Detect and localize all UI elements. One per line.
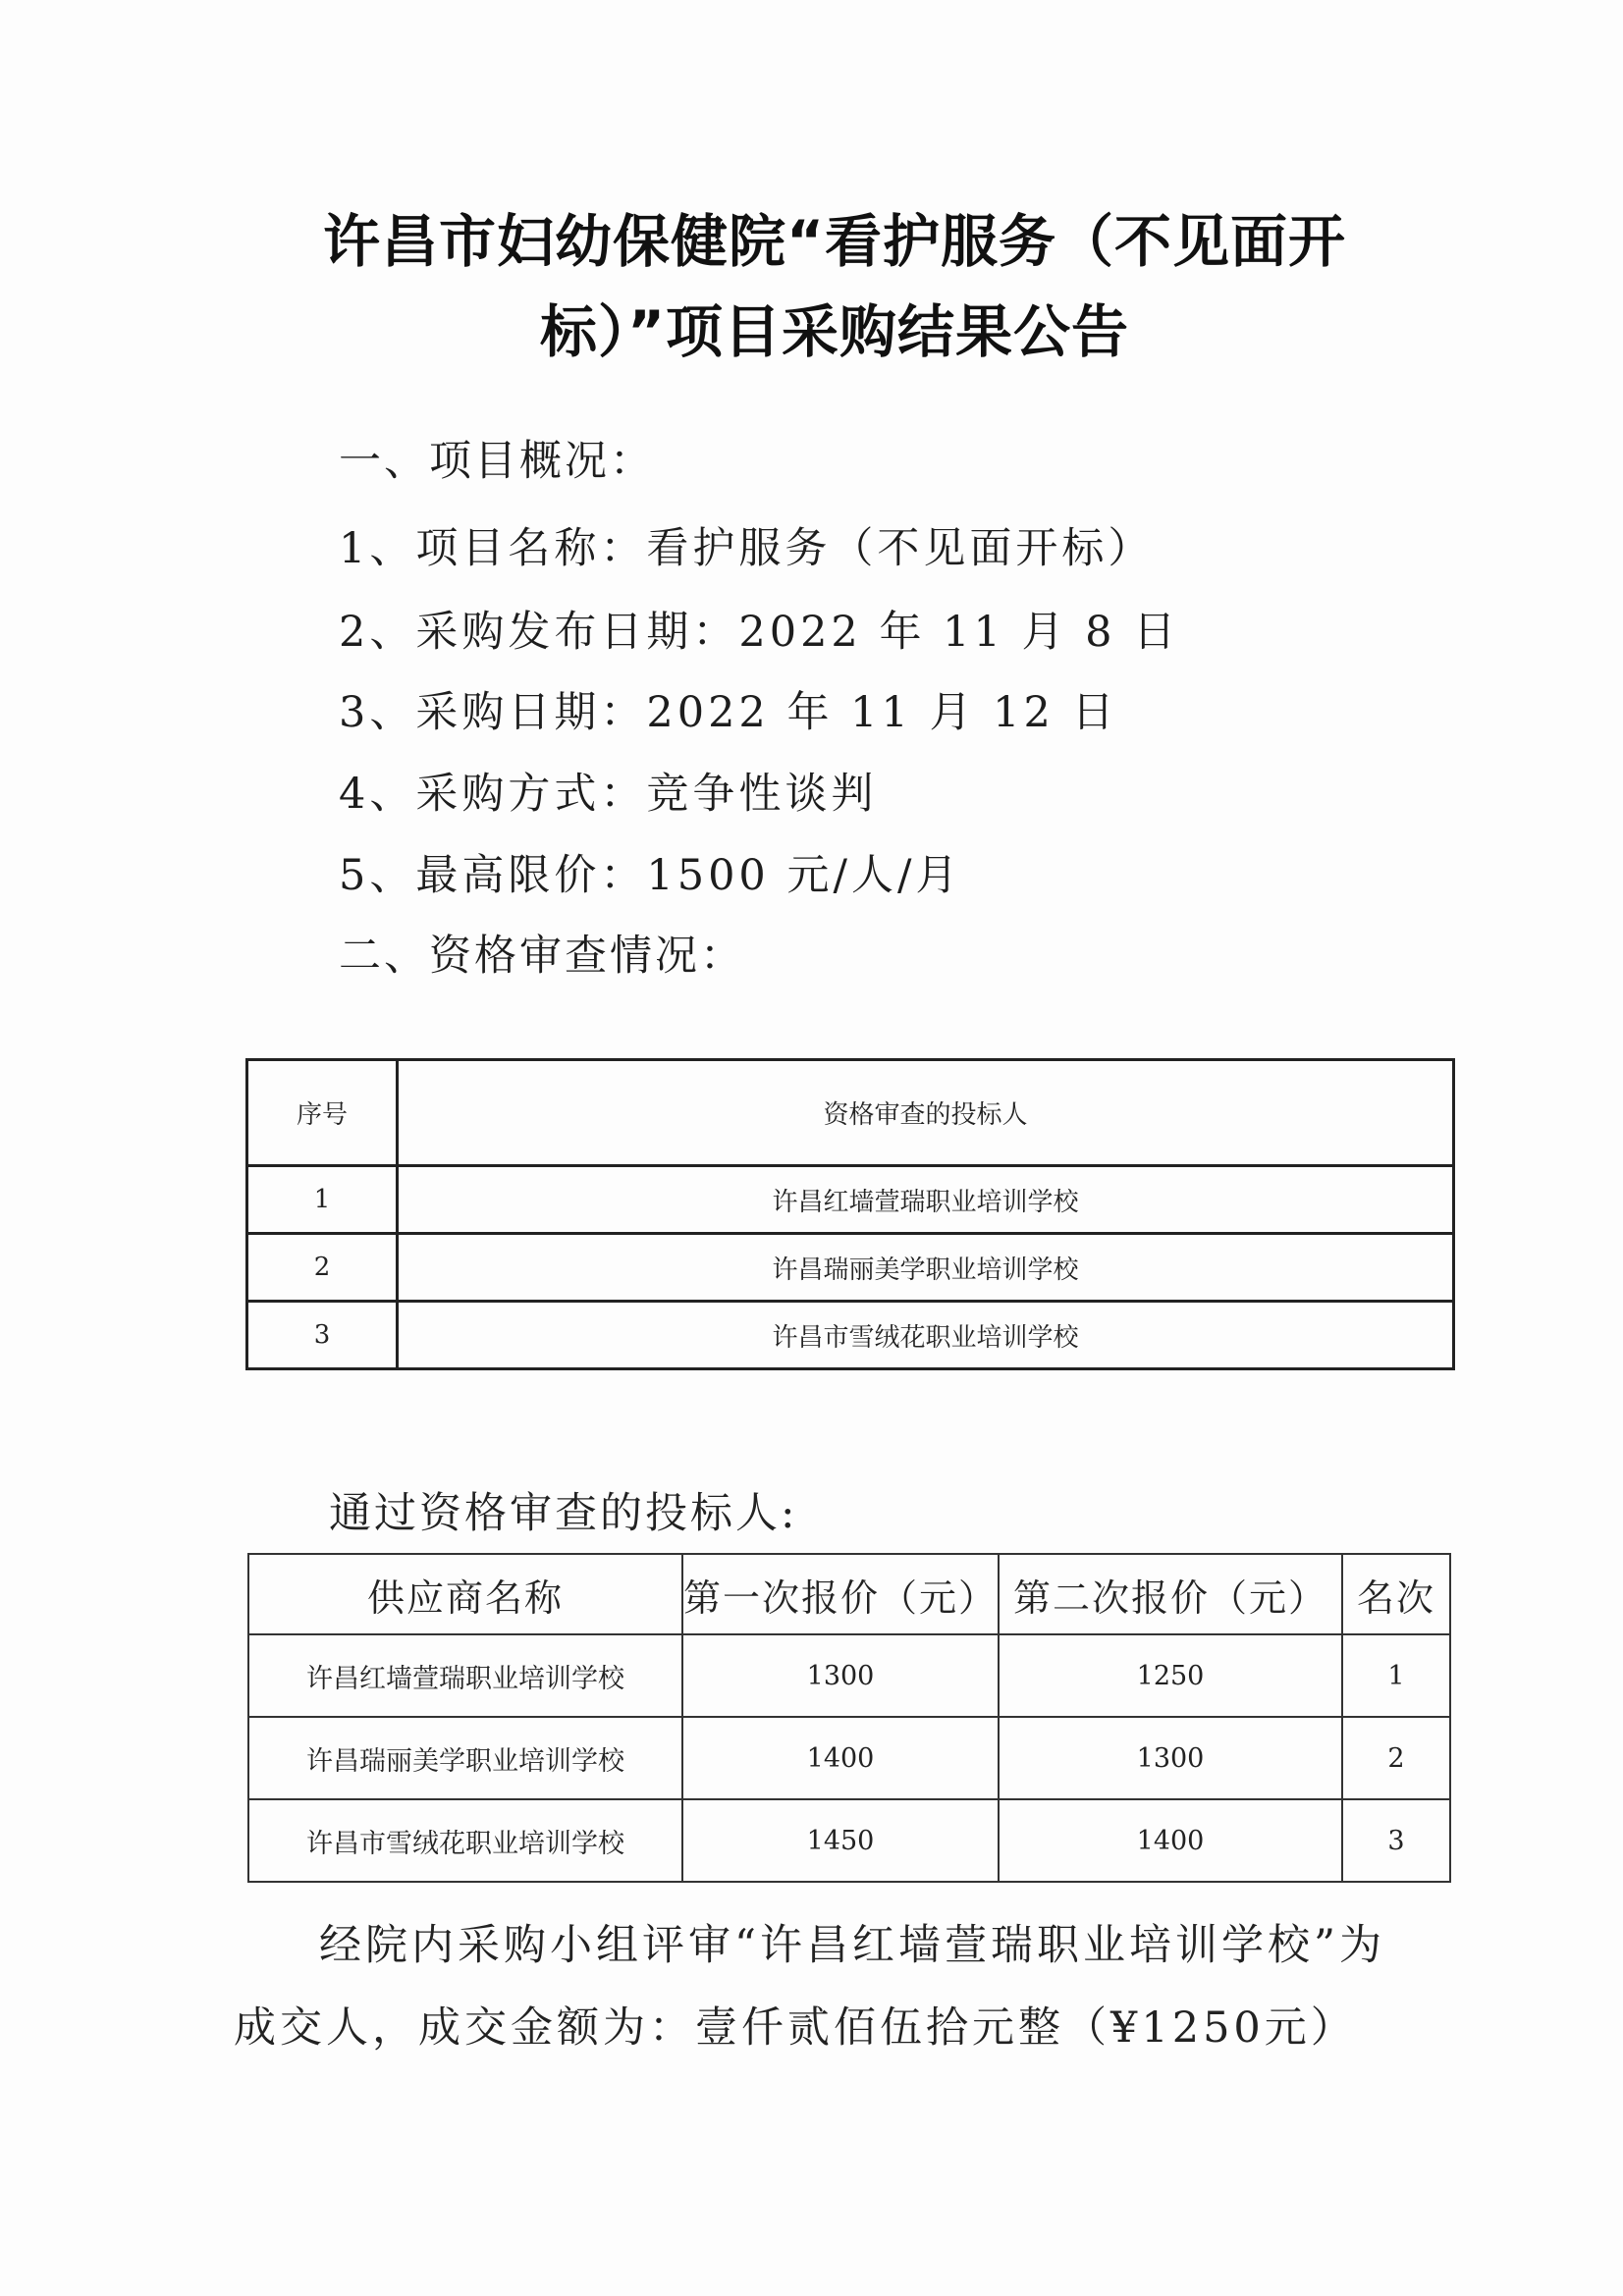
cell-seq: 2 <box>247 1234 398 1302</box>
section-1-heading: 一、项目概况： <box>339 437 655 486</box>
table-row <box>248 1717 1450 1799</box>
header-rank: 名次 <box>1342 1554 1450 1634</box>
cell-supplier: 许昌市雪绒花职业培训学校 <box>248 1799 682 1882</box>
item-purchase-date: 3、采购日期：2022 年 11 月 12 日 <box>339 688 1118 737</box>
cell-first-quote: 1400 <box>682 1717 999 1799</box>
cell-second-quote: 1250 <box>999 1634 1342 1717</box>
cell-first-quote: 1450 <box>682 1799 999 1882</box>
cell-seq: 1 <box>247 1166 398 1234</box>
conclusion-line-1: 经院内采购小组评审“许昌红墙萱瑞职业培训学校”为 <box>319 1921 1385 1970</box>
passed-bidders-label: 通过资格审查的投标人: <box>329 1489 798 1538</box>
item-purchase-method: 4、采购方式：竞争性谈判 <box>339 770 878 819</box>
qualification-table <box>245 1058 1455 1370</box>
table-row <box>247 1166 1454 1234</box>
table-row <box>247 1302 1454 1369</box>
cell-supplier: 许昌红墙萱瑞职业培训学校 <box>248 1634 682 1717</box>
item-publish-date: 2、采购发布日期：2022 年 11 月 8 日 <box>339 608 1180 657</box>
conclusion-line-2: 成交人，成交金额为：壹仟贰佰伍拾元整（¥1250元） <box>234 2003 1357 2053</box>
header-bidder: 资格审查的投标人 <box>398 1060 1454 1166</box>
header-second-quote: 第二次报价（元） <box>999 1554 1342 1634</box>
cell-seq: 3 <box>247 1302 398 1369</box>
cell-second-quote: 1400 <box>999 1799 1342 1882</box>
cell-bidder: 许昌红墙萱瑞职业培训学校 <box>398 1166 1454 1234</box>
table-header-row <box>247 1060 1454 1166</box>
cell-bidder: 许昌市雪绒花职业培训学校 <box>398 1302 1454 1369</box>
cell-bidder: 许昌瑞丽美学职业培训学校 <box>398 1234 1454 1302</box>
table-row <box>248 1634 1450 1717</box>
quotation-table <box>247 1553 1451 1883</box>
cell-first-quote: 1300 <box>682 1634 999 1717</box>
page-title <box>226 196 1443 377</box>
title-line-1: 许昌市妇幼保健院“看护服务（不见面开 <box>322 208 1347 275</box>
item-max-price: 5、最高限价：1500 元/人/月 <box>339 851 962 900</box>
cell-rank: 1 <box>1342 1634 1450 1717</box>
cell-supplier: 许昌瑞丽美学职业培训学校 <box>248 1717 682 1799</box>
cell-rank: 2 <box>1342 1717 1450 1799</box>
header-supplier: 供应商名称 <box>248 1554 682 1634</box>
section-2-heading: 二、资格审查情况： <box>339 932 745 981</box>
header-seq: 序号 <box>247 1060 398 1166</box>
title-line-2: 标）”项目采购结果公告 <box>539 298 1130 365</box>
header-first-quote: 第一次报价（元） <box>682 1554 999 1634</box>
table-row <box>247 1234 1454 1302</box>
table-header-row <box>248 1554 1450 1634</box>
cell-rank: 3 <box>1342 1799 1450 1882</box>
cell-second-quote: 1300 <box>999 1717 1342 1799</box>
item-project-name: 1、项目名称：看护服务（不见面开标） <box>339 524 1155 573</box>
table-row <box>248 1799 1450 1882</box>
